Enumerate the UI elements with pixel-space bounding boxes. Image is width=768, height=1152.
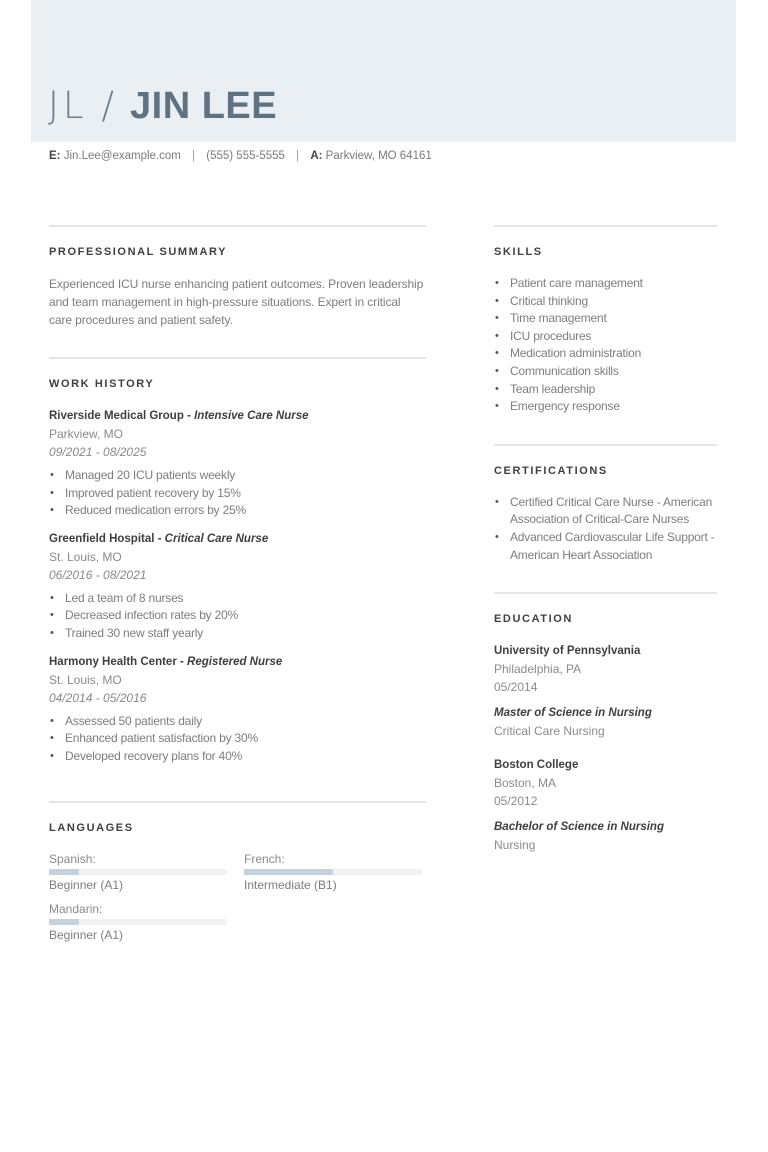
section-title: SKILLS <box>494 246 543 258</box>
language-level: Beginner (A1) <box>49 878 124 893</box>
job-title <box>49 407 426 425</box>
job-dates: 09/2021 - 08/2025 <box>49 445 147 459</box>
education-entry <box>494 642 717 740</box>
section-title: WORK HISTORY <box>49 378 155 390</box>
professional-summary-section <box>49 225 426 329</box>
skill-item: • ICU procedures <box>494 328 717 346</box>
job-bullet: • Assessed 50 patients daily <box>49 713 426 731</box>
job-bullet: • Reduced medication errors by 25% <box>49 502 426 520</box>
education-school: University of Pennsylvania <box>494 645 641 658</box>
certifications-list <box>494 494 717 564</box>
language-proficiency-bar <box>49 869 227 875</box>
language-proficiency-bar <box>244 869 422 875</box>
language-item <box>49 851 227 893</box>
education-date: 05/2014 <box>494 680 538 695</box>
education-location: Philadelphia, PA <box>494 662 582 677</box>
section-title: LANGUAGES <box>49 822 134 835</box>
job-bullet: • Led a team of 8 nurses <box>49 590 426 608</box>
job-employer: Riverside Medical Group <box>49 410 184 422</box>
contact-separator: | <box>192 150 196 162</box>
education-school: Boston College <box>494 759 579 772</box>
right-column <box>494 225 717 864</box>
education-section <box>494 592 717 854</box>
work-history-section <box>49 357 426 765</box>
email-value[interactable]: Jin.Lee@example.com <box>63 150 181 162</box>
job-role: Registered Nurse <box>187 655 283 668</box>
skill-item: • Patient care management <box>494 275 717 293</box>
section-divider <box>49 801 426 803</box>
email-label: E: <box>49 150 61 162</box>
job-entry <box>49 407 426 520</box>
education-degree: Bachelor of Science in Nursing <box>494 821 664 834</box>
skill-item: • Communication skills <box>494 363 717 381</box>
job-bullets <box>49 590 426 643</box>
job-employer: Greenfield Hospital <box>49 532 155 545</box>
job-bullet: • Improved patient recovery by 15% <box>49 485 426 503</box>
language-name: French: <box>244 852 285 867</box>
education-entry <box>494 756 717 854</box>
phone-value[interactable]: (555) 555-5555 <box>206 150 285 162</box>
job-location: St. Louis, MO <box>49 672 122 687</box>
languages-grid <box>49 851 426 943</box>
job-employer: Harmony Health Center <box>49 655 177 668</box>
name-heading <box>48 84 277 130</box>
education-degree: Master of Science in Nursing <box>494 707 652 720</box>
job-bullet: • Developed recovery plans for 40% <box>49 748 426 766</box>
contact-separator: | <box>296 150 300 162</box>
job-dash: - <box>154 532 165 545</box>
name-initials: JL <box>48 84 88 127</box>
job-bullet: • Decreased infection rates by 20% <box>49 607 426 625</box>
job-bullet: • Trained 30 new staff yearly <box>49 625 426 643</box>
job-dates: 06/2016 - 08/2021 <box>49 567 147 582</box>
job-title <box>49 653 426 671</box>
job-role: Intensive Care Nurse <box>194 410 309 422</box>
job-dates: 04/2014 - 05/2016 <box>49 690 147 705</box>
skill-item: • Emergency response <box>494 398 717 416</box>
education-location: Boston, MA <box>494 776 557 791</box>
contact-line <box>49 150 432 162</box>
job-entry <box>49 653 426 766</box>
job-location: St. Louis, MO <box>49 549 122 564</box>
job-bullet: • Managed 20 ICU patients weekly <box>49 467 426 485</box>
language-name: Mandarin: <box>49 902 103 917</box>
section-title: PROFESSIONAL SUMMARY <box>49 246 228 258</box>
address-label: A: <box>310 150 323 162</box>
name-separator: / <box>101 84 114 127</box>
job-bullet: • Enhanced patient satisfaction by 30% <box>49 730 426 748</box>
language-proficiency-bar <box>49 919 227 925</box>
section-divider <box>49 357 426 359</box>
skill-item: • Critical thinking <box>494 293 717 311</box>
education-field: Nursing <box>494 838 536 853</box>
section-divider <box>494 444 717 446</box>
section-divider <box>494 592 717 594</box>
certification-item: • Advanced Cardiovascular Life Support - American Heart Association <box>494 529 717 564</box>
languages-section <box>49 801 426 943</box>
certifications-section <box>494 444 717 564</box>
job-entry <box>49 530 426 643</box>
job-bullets <box>49 713 426 766</box>
language-item <box>49 901 227 943</box>
skill-item: • Time management <box>494 310 717 328</box>
job-role: Critical Care Nurse <box>164 532 269 545</box>
language-item <box>244 851 422 893</box>
education-date: 05/2012 <box>494 794 538 809</box>
job-dash: - <box>183 410 195 422</box>
language-name: Spanish: <box>49 852 96 867</box>
job-bullets <box>49 467 426 520</box>
section-divider <box>49 225 426 227</box>
language-level: Intermediate (B1) <box>244 878 337 893</box>
summary-text: Experienced ICU nurse enhancing patient outcomes. Proven leadership and team management in high-pressure situations. Expert in critical care procedures and patient safety. <box>49 277 424 327</box>
left-column <box>49 225 426 943</box>
section-title: EDUCATION <box>494 613 573 626</box>
job-location: Parkview, MO <box>49 427 124 441</box>
job-title <box>49 530 426 548</box>
full-name: JIN LEE <box>130 85 278 127</box>
address-value: Parkview, MO 64161 <box>325 150 432 162</box>
skills-section <box>494 225 717 416</box>
section-title: CERTIFICATIONS <box>494 464 608 477</box>
job-dash: - <box>176 655 188 668</box>
certification-item: • Certified Critical Care Nurse - American Association of Critical-Care Nurses <box>494 494 717 529</box>
language-proficiency-fill <box>244 869 333 875</box>
language-proficiency-fill <box>49 919 79 925</box>
section-divider <box>494 225 717 227</box>
language-level: Beginner (A1) <box>49 928 124 943</box>
education-field: Critical Care Nursing <box>494 724 605 739</box>
language-proficiency-fill <box>49 869 79 875</box>
skill-item: • Medication administration <box>494 345 717 363</box>
skill-item: • Team leadership <box>494 381 717 399</box>
skills-list <box>494 275 717 416</box>
